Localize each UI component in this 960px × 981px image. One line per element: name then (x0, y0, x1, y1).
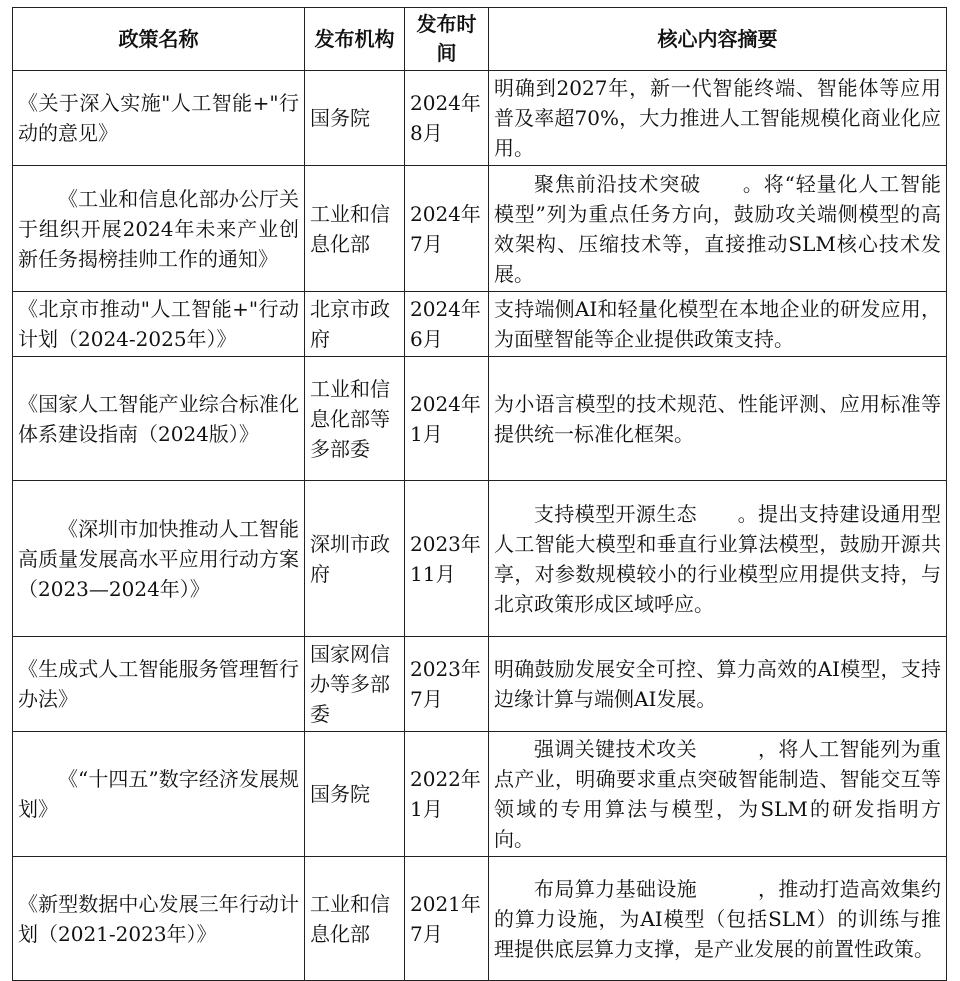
header-issuing-org: 发布机构 (305, 8, 405, 71)
issue-date: 2021年7月 (405, 857, 489, 981)
issue-date: 2024年8月 (405, 71, 489, 166)
summary: 布局算力基础设施 ，推动打造高效集约的算力设施，为AI模型（包括SLM）的训练与推理提供底层算力支撑，是产业发展的前置性政策。 (489, 857, 947, 981)
issuing-org: 北京市政府 (305, 292, 405, 357)
issuing-org: 国务院 (305, 732, 405, 857)
summary: 支持模型开源生态 。提出支持建设通用型人工智能大模型和垂直行业算法模型，鼓励开源共享，对参数规模较小的行业模型应用提供支持，与北京政策形成区域呼应。 (489, 481, 947, 637)
policy-name: 《“十四五”数字经济发展规划》 (13, 732, 305, 857)
header-policy-name: 政策名称 (13, 8, 305, 71)
table-header-row (13, 8, 947, 71)
issue-date: 2024年6月 (405, 292, 489, 357)
issuing-org: 工业和信息化部 (305, 166, 405, 292)
summary: 强调关键技术攻关 ，将人工智能列为重点产业，明确要求重点突破智能制造、智能交互等领域的专用算法与模型，为SLM的研发指明方向。 (489, 732, 947, 857)
table-row (13, 732, 947, 857)
policy-name: 《新型数据中心发展三年行动计划（2021-2023年）》 (13, 857, 305, 981)
table-row (13, 292, 947, 357)
summary: 明确鼓励发展安全可控、算力高效的AI模型，支持边缘计算与端侧AI发展。 (489, 637, 947, 732)
policy-name: 《关于深入实施"人工智能+"行动的意见》 (13, 71, 305, 166)
policy-name: 《国家人工智能产业综合标准化体系建设指南（2024版）》 (13, 357, 305, 481)
policy-name: 《深圳市加快推动人工智能高质量发展高水平应用行动方案（2023—2024年）》 (13, 481, 305, 637)
issue-date: 2023年11月 (405, 481, 489, 637)
header-issue-date: 发布时间 (405, 8, 489, 71)
table-row (13, 71, 947, 166)
issue-date: 2023年7月 (405, 637, 489, 732)
issuing-org: 国家网信办等多部委 (305, 637, 405, 732)
issuing-org: 工业和信息化部 (305, 857, 405, 981)
policy-name: 《北京市推动"人工智能+"行动计划（2024-2025年）》 (13, 292, 305, 357)
issuing-org: 工业和信息化部等多部委 (305, 357, 405, 481)
summary: 支持端侧AI和轻量化模型在本地企业的研发应用，为面壁智能等企业提供政策支持。 (489, 292, 947, 357)
issuing-org: 深圳市政府 (305, 481, 405, 637)
table-row (13, 637, 947, 732)
summary: 明确到2027年，新一代智能终端、智能体等应用普及率超70%，大力推进人工智能规模化商业化应用。 (489, 71, 947, 166)
table-row (13, 357, 947, 481)
policy-table (12, 7, 947, 981)
summary: 聚焦前沿技术突破 。将“轻量化人工智能模型”列为重点任务方向，鼓励攻关端侧模型的高效架构、压缩技术等，直接推动SLM核心技术发展。 (489, 166, 947, 292)
policy-name: 《生成式人工智能服务管理暂行办法》 (13, 637, 305, 732)
table-row (13, 481, 947, 637)
table-row (13, 166, 947, 292)
issue-date: 2024年7月 (405, 166, 489, 292)
policy-table-container (12, 7, 946, 981)
policy-name: 《工业和信息化部办公厅关于组织开展2024年未来产业创新任务揭榜挂帅工作的通知》 (13, 166, 305, 292)
table-row (13, 857, 947, 981)
header-summary: 核心内容摘要 (489, 8, 947, 71)
issue-date: 2024年1月 (405, 357, 489, 481)
issue-date: 2022年1月 (405, 732, 489, 857)
issuing-org: 国务院 (305, 71, 405, 166)
summary: 为小语言模型的技术规范、性能评测、应用标准等提供统一标准化框架。 (489, 357, 947, 481)
